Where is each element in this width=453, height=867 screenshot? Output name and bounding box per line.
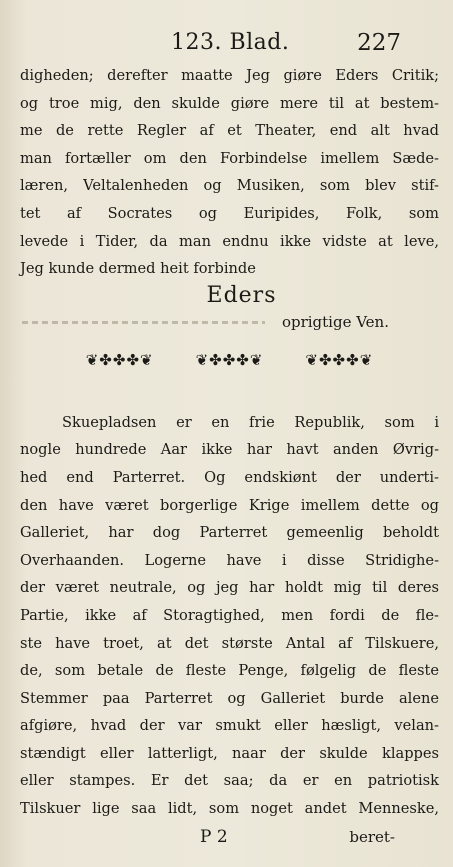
text-line: stændigt eller latterligt, naar der skulde klappes	[20, 744, 439, 762]
text-line: hed end Parterret. Og endskiønt der underti-	[20, 468, 439, 486]
closing-name: Eders	[206, 282, 277, 308]
text-line: Skuepladsen er en frie Republik, som i	[62, 413, 439, 431]
text-line: de, som betale de fleste Penge, følgelig de fleste	[20, 662, 439, 680]
text-line: læren, Veltalenheden og Musiken, som blev stif-	[20, 177, 439, 195]
text-line: Partie, ikke af Storagtighed, men fordi de fle-	[20, 606, 439, 624]
text-line: eller stampes. Er det saa; da er en patriotisk	[20, 772, 439, 790]
text-line: og troe mig, den skulde giøre mere til at bestem-	[20, 94, 439, 112]
signature-text: oprigtige Ven.	[281, 312, 389, 331]
text-line: afgiøre, hvad der var smukt eller hæsligt, velan-	[20, 717, 439, 735]
ornament-icon: ❦✤✤✤❦	[195, 350, 264, 369]
text-line: man fortæller om den Forbindelse imellem Sæde-	[20, 149, 439, 167]
text-line: nogle hundrede Aar ikke har havt anden Øvrig-	[20, 441, 439, 459]
text-line: Stemmer paa Parterret og Galleriet burde alene	[20, 689, 439, 707]
ornament-divider	[20, 333, 439, 383]
text-line: digheden; derefter maatte Jeg giøre Eders Critik;	[20, 67, 439, 84]
catchword: beret-	[349, 827, 395, 846]
text-line: Jeg kunde dermed heit forbinde	[20, 260, 256, 278]
letter-ending-text	[20, 62, 439, 283]
page-number: 227	[357, 30, 401, 56]
ornament-icon: ❦✤✤✤❦	[85, 350, 154, 369]
text-line: me de rette Regler af et Theater, end alt hvad	[20, 122, 439, 140]
text-line: Tilskuer lige saa lidt, som noget andet Menneske,	[20, 800, 439, 818]
text-line: Overhaanden. Logerne have i disse Stridighe-	[20, 551, 439, 569]
page-reference: 123. Blad.	[171, 30, 290, 55]
signature-mark: P 2	[200, 826, 228, 847]
text-line: ste have troet, at det største Antal af Tilskuere,	[20, 634, 439, 652]
main-body-text	[20, 409, 439, 823]
text-line: levede i Tider, da man endnu ikke vidste at leve,	[20, 232, 439, 250]
page-footer	[20, 823, 439, 851]
ornament-icon: ❦✤✤✤❦	[305, 350, 374, 369]
text-line: der været neutrale, og jeg har holdt mig til deres	[20, 579, 439, 597]
page-header	[20, 0, 439, 62]
dotted-rule	[22, 321, 265, 324]
text-line: tet af Socrates og Euripides, Folk, som	[20, 204, 439, 222]
signature-row	[20, 311, 439, 333]
text-line: Galleriet, har dog Parterret gemeenlig beholdt	[20, 524, 439, 542]
text-line: den have været borgerlige Krige imellem dette og	[20, 496, 439, 514]
